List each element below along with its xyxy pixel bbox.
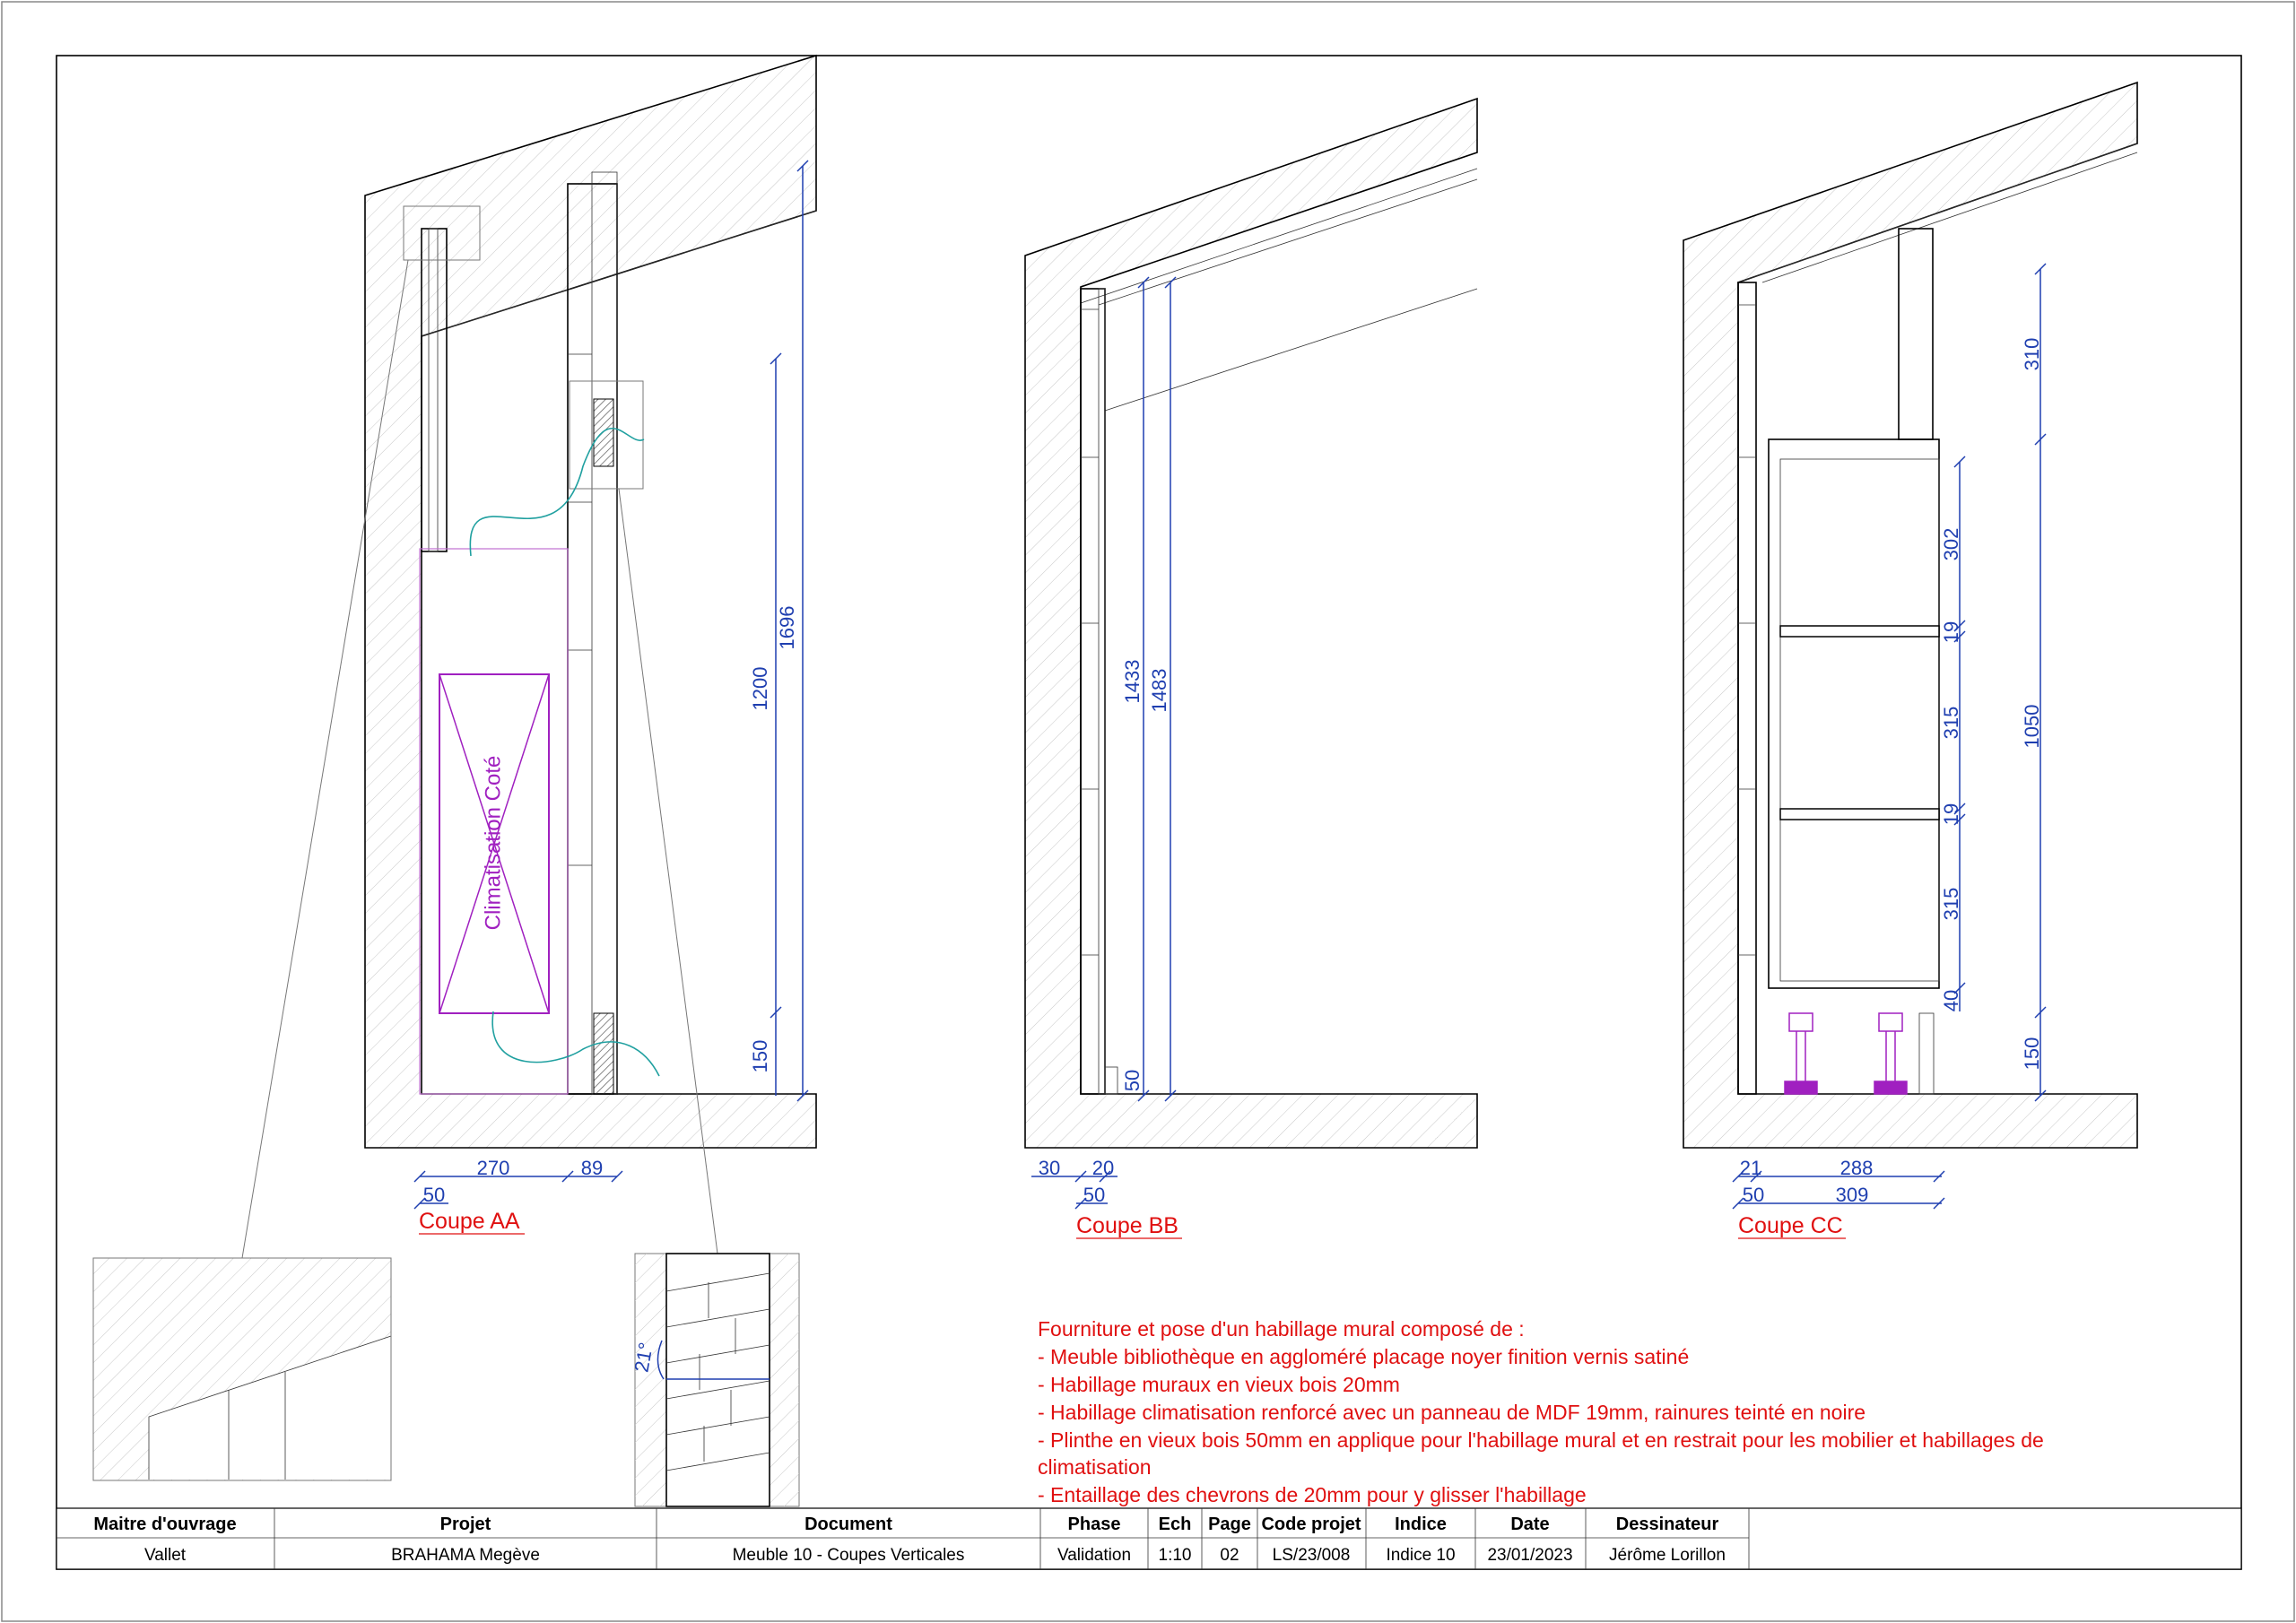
aa-structure — [365, 56, 816, 1148]
title-block — [57, 1508, 2241, 1569]
aa-dim-50: 50 — [422, 1184, 446, 1206]
tb-value-maitre: Vallet — [144, 1546, 187, 1565]
cc-dim-315b: 315 — [1940, 887, 1962, 921]
bb-dim-1483: 1483 — [1148, 668, 1170, 713]
aa-dim-89: 89 — [580, 1157, 604, 1179]
aa-dim-1696: 1696 — [776, 605, 798, 650]
note-line-4: - Plinthe en vieux bois 50mm en applique pour l'habillage mural et en restrait pour les mobilier et habillages de — [1038, 1428, 2044, 1452]
note-line-1: - Meuble bibliothèque en aggloméré placage noyer finition vernis satiné — [1038, 1345, 1690, 1368]
detail-rainures — [630, 1254, 799, 1506]
cc-dim-19b: 19 — [1940, 803, 1962, 826]
tb-header-indice: Indice — [1395, 1515, 1447, 1534]
tb-value-phase: Validation — [1057, 1546, 1132, 1565]
tb-header-phase: Phase — [1067, 1515, 1121, 1534]
cc-shelf-2 — [1780, 809, 1939, 820]
cc-dim-50: 50 — [1742, 1184, 1765, 1206]
tb-header-date: Date — [1510, 1515, 1550, 1534]
tb-header-projet: Projet — [439, 1515, 491, 1534]
note-line-2: - Habillage muraux en vieux bois 20mm — [1038, 1373, 1400, 1396]
cc-dim-315a: 315 — [1940, 706, 1962, 740]
cc-dim-1050: 1050 — [2021, 704, 2043, 749]
tb-header-document: Document — [804, 1515, 892, 1534]
note-line-0: Fourniture et pose d'un habillage mural composé de : — [1038, 1317, 1525, 1341]
cc-dim-19a: 19 — [1940, 621, 1962, 644]
aa-right-cladding-core — [592, 172, 617, 1094]
cc-dim-302: 302 — [1940, 527, 1962, 561]
cc-dim-310: 310 — [2021, 337, 2043, 371]
tb-header-ech: Ech — [1158, 1515, 1192, 1534]
cc-plinth — [1919, 1013, 1934, 1094]
aa-rainures — [594, 399, 613, 466]
bb-dim-50: 50 — [1083, 1184, 1106, 1206]
cc-cladding — [1738, 282, 1756, 1094]
bb-dim-30: 30 — [1038, 1157, 1061, 1179]
cc-cabinet — [1769, 439, 1939, 988]
aa-right-cladding — [568, 184, 617, 1094]
note-line-3: - Habillage climatisation renforcé avec un panneau de MDF 19mm, rainures teinté en noire — [1038, 1401, 1866, 1424]
tb-header-dessinateur: Dessinateur — [1615, 1515, 1719, 1534]
bb-dim-1433: 1433 — [1121, 659, 1144, 704]
note-line-6: - Entaillage des chevrons de 20mm pour y glisser l'habillage — [1038, 1483, 1587, 1506]
tb-header-code-projet: Code projet — [1261, 1515, 1361, 1534]
section-bb — [1025, 99, 1477, 1238]
aa-plinth — [594, 1013, 613, 1094]
detail-angle: 21° — [630, 1341, 657, 1375]
cc-section-title: Coupe CC — [1738, 1213, 1843, 1238]
tb-value-ech: 1:10 — [1158, 1546, 1192, 1565]
bb-dim-20: 20 — [1091, 1157, 1115, 1179]
bb-cladding — [1081, 289, 1105, 1094]
bb-dim-50-vertical: 50 — [1121, 1069, 1144, 1092]
bb-section-title: Coupe BB — [1076, 1213, 1178, 1238]
tb-header-maitre: Maitre d'ouvrage — [93, 1515, 237, 1534]
cc-dim-150: 150 — [2021, 1037, 2043, 1071]
tb-value-indice: Indice 10 — [1386, 1546, 1456, 1565]
tb-header-page: Page — [1208, 1515, 1251, 1534]
cc-dim-21: 21 — [1739, 1157, 1762, 1179]
note-line-5: climatisation — [1038, 1455, 1152, 1479]
aa-climatisation-label: Climatisation Coté — [481, 755, 506, 931]
section-aa — [365, 56, 816, 1234]
aa-cable-top — [470, 429, 644, 556]
tb-value-date: 23/01/2023 — [1487, 1546, 1573, 1565]
detail-rafter — [93, 1258, 391, 1480]
cc-cabinet-inner — [1780, 459, 1939, 981]
section-cc — [1683, 82, 2137, 1238]
tb-value-projet: BRAHAMA Megève — [391, 1546, 540, 1565]
cc-shelf-1 — [1780, 626, 1939, 637]
cc-adjustable-feet — [1785, 1013, 1907, 1094]
aa-dim-270: 270 — [476, 1157, 510, 1179]
tb-value-dessinateur: Jérôme Lorillon — [1609, 1546, 1726, 1565]
aa-dim-150: 150 — [749, 1039, 771, 1073]
cc-dim-288: 288 — [1839, 1157, 1874, 1179]
tb-value-document: Meuble 10 - Coupes Verticales — [732, 1546, 965, 1565]
aa-dim-1200: 1200 — [749, 666, 771, 711]
aa-section-title: Coupe AA — [419, 1209, 520, 1234]
bb-ceiling-line-3 — [1105, 289, 1477, 411]
tb-value-code-projet: LS/23/008 — [1272, 1546, 1351, 1565]
aa-cable-bottom — [492, 1011, 659, 1076]
cc-dim-309: 309 — [1835, 1184, 1869, 1206]
bb-cladding-core — [1099, 289, 1105, 1094]
cc-dim-40: 40 — [1940, 989, 1962, 1012]
cc-upper-post — [1899, 229, 1933, 439]
notes-block — [1038, 1317, 2044, 1506]
tb-value-page: 02 — [1220, 1546, 1239, 1565]
bb-plinth — [1105, 1067, 1118, 1094]
